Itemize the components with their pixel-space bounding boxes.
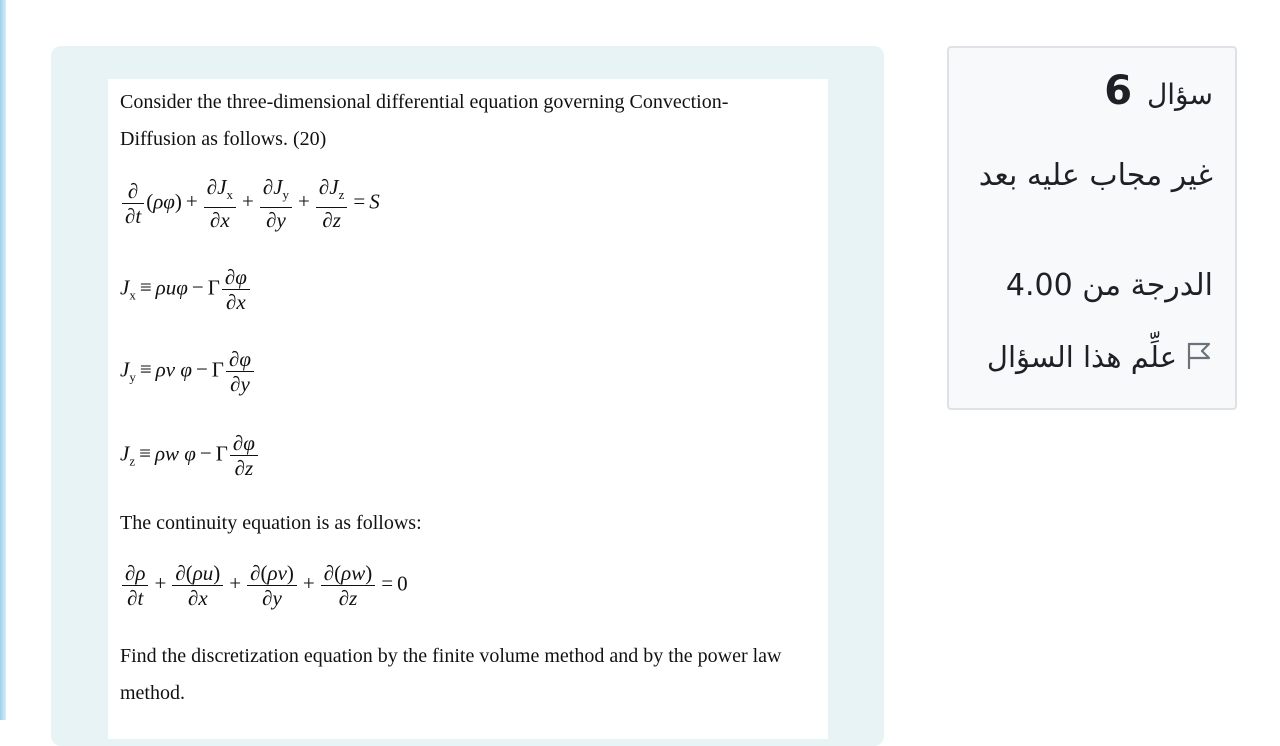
continuity-label: The continuity equation is as follows: xyxy=(120,512,422,534)
equation-jy: $J_y \equiv \rho v$ φ − Γ $\frac{\partial\varphi}{\partial y}$ xyxy=(120,347,256,396)
jx-sub: x xyxy=(129,287,136,303)
equation-main: $\frac{\partial}{\partial t}$ (ρφ) + $\frac{\partial J_x}{\partial x}$ + $\frac{\partial J_y}{\partial y}$ + $\frac{\partial J_z}{\partial z}$ = S xyxy=(120,175,380,232)
question-state: غير مجاب عليه بعد xyxy=(978,158,1213,193)
question-grade: الدرجة من 4.00 xyxy=(1005,268,1213,303)
jz-sub: z xyxy=(129,453,136,469)
question-text xyxy=(108,79,828,739)
main-rhs: S xyxy=(369,189,380,214)
question-intro: Consider the three-dimensional differential equation governing Convection-Diffusion as follows. (20) xyxy=(120,91,729,150)
equation-continuity: $\frac{\partial\rho}{\partial t}$ + $\frac{\partial(\rho u)}{\partial x}$ + $\frac{\partial(\rho v)}{\partial y}$ + $\frac{\partial(\rho w)}{\partial z}$ = 0 xyxy=(120,561,408,610)
flag-icon xyxy=(1185,341,1213,378)
question-number xyxy=(1104,68,1213,114)
equation-jx: $J_x \equiv \rho u\varphi - \Gamma$ $\frac{\partial\varphi}{\partial x}$ xyxy=(120,265,252,314)
question-number-value: 6 xyxy=(1104,68,1133,114)
question-info-box xyxy=(947,46,1237,410)
question-task: Find the discretization equation by the finite volume method and by the power law method. xyxy=(120,645,782,704)
continuity-rhs: 0 xyxy=(397,571,408,596)
equation-jz: $J_z \equiv \rho w$ φ − Γ $\frac{\partial\varphi}{\partial z}$ xyxy=(120,431,260,480)
question-label: سؤال xyxy=(1146,78,1213,111)
left-accent-bar xyxy=(0,0,6,720)
jy-sub: y xyxy=(129,369,136,385)
flag-question-label: علِّم هذا السؤال xyxy=(986,340,1177,374)
flag-question-link[interactable] xyxy=(987,340,1213,378)
